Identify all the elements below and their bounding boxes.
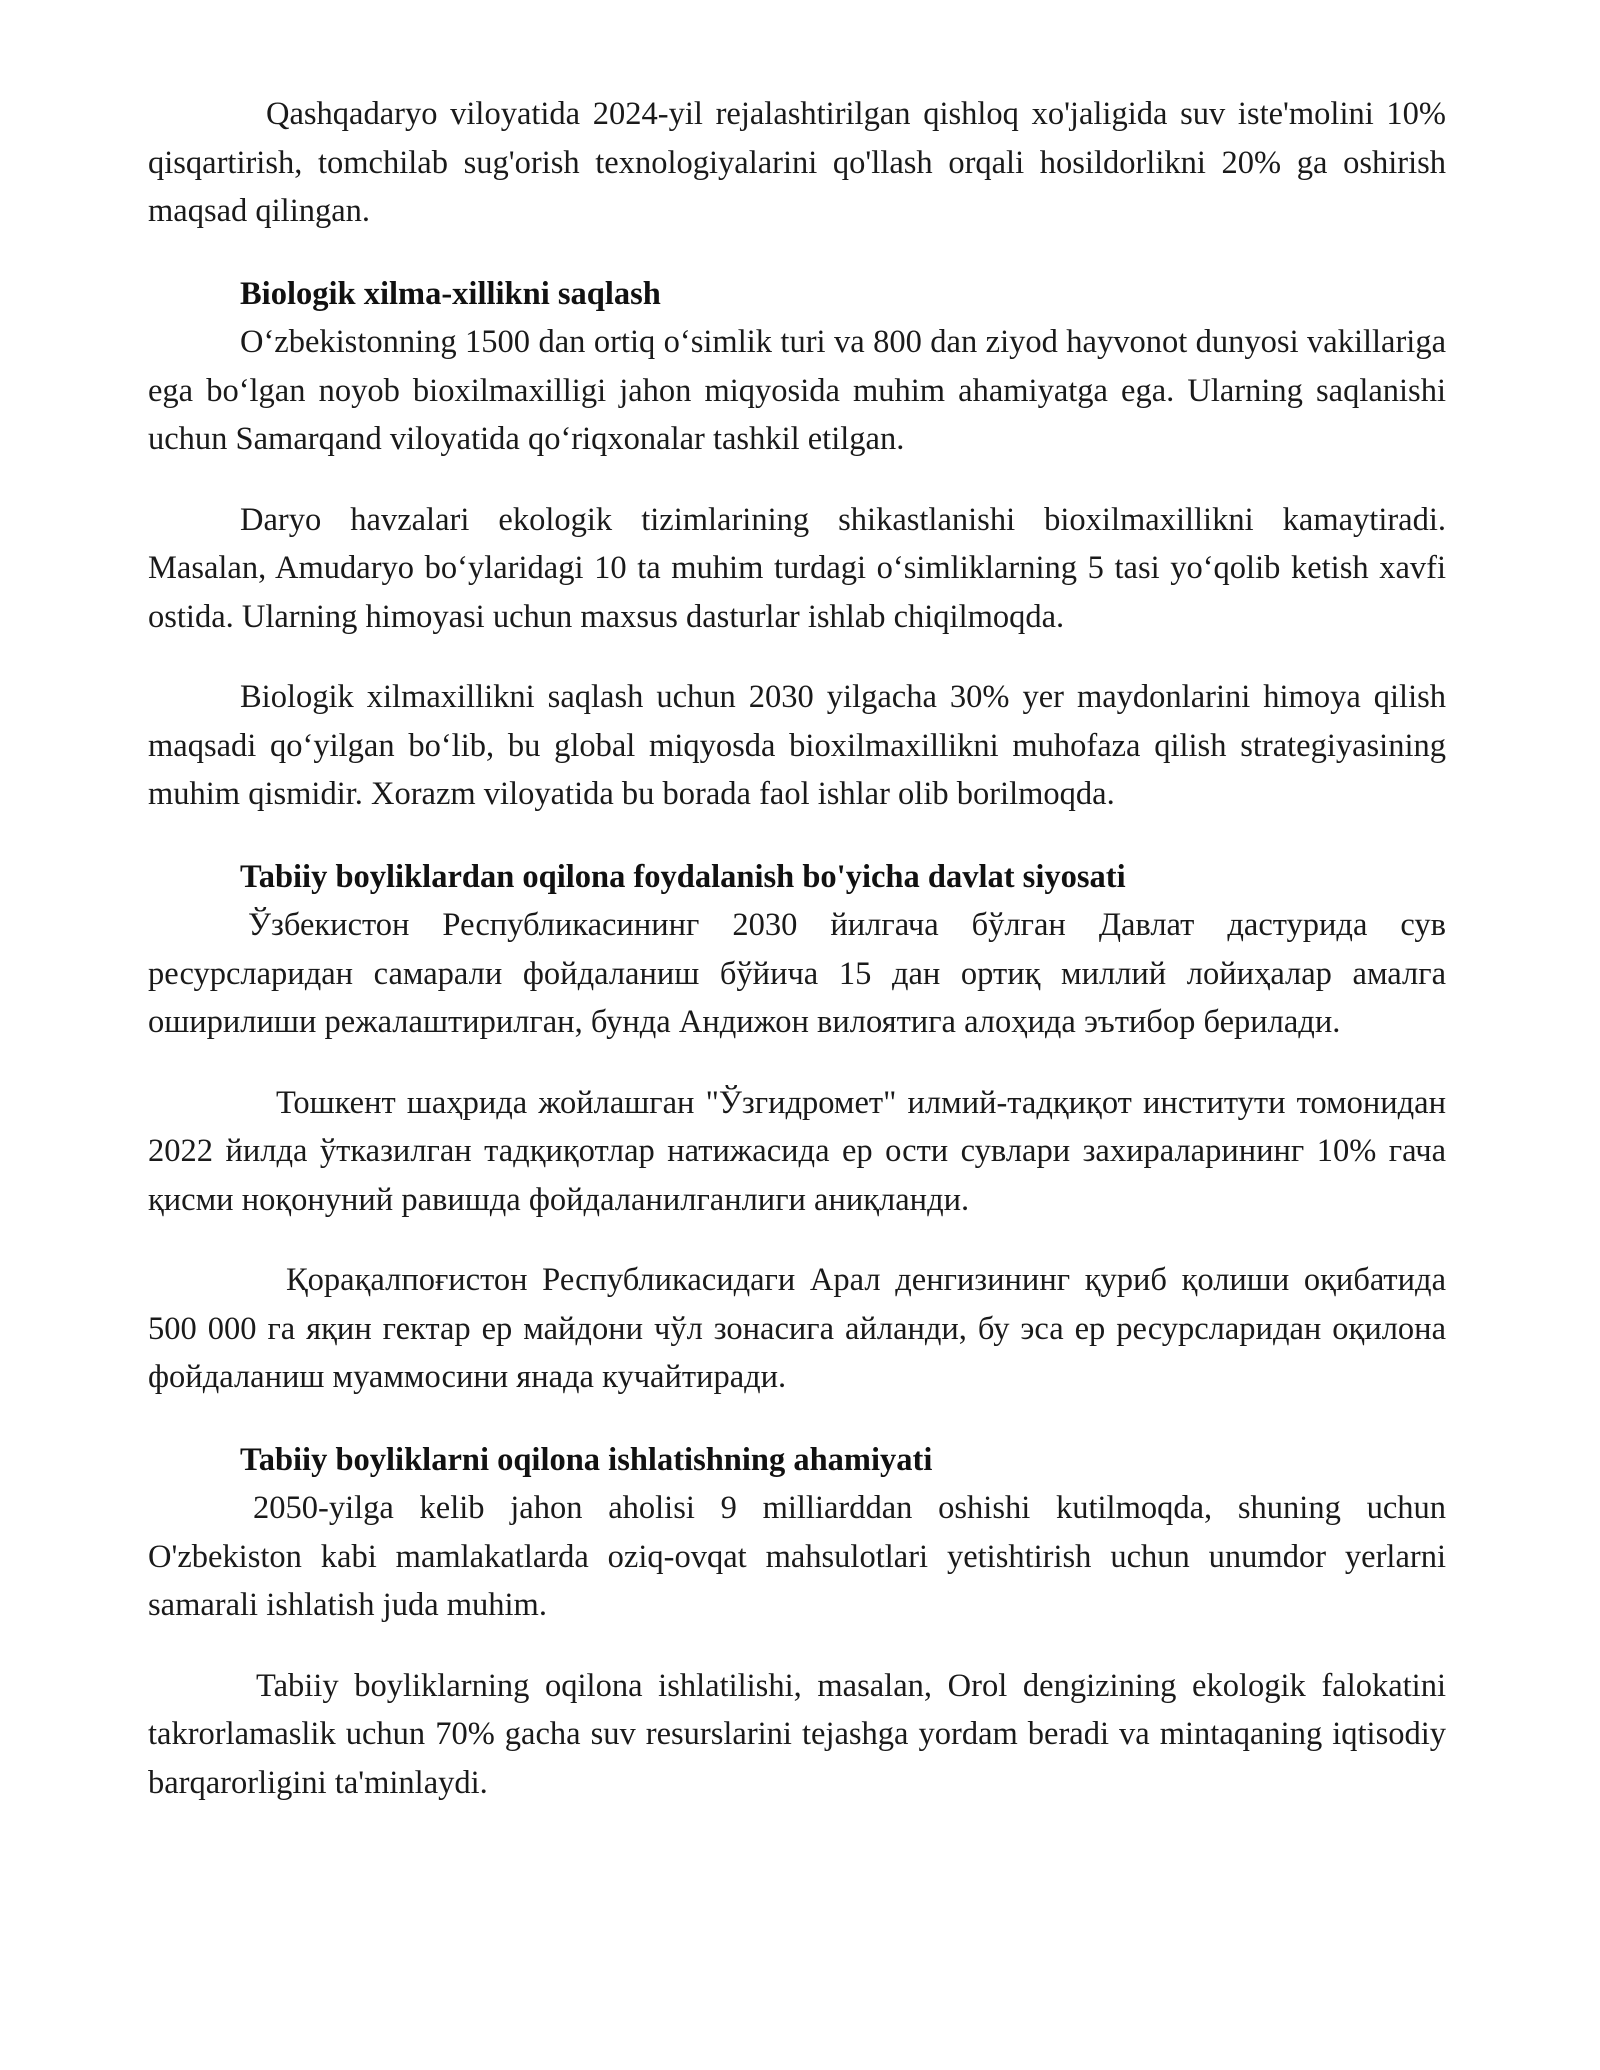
paragraph-water-consumption: Qashqadaryo viloyatida 2024-yil rejalashtirilgan qishloq xo'jaligida suv iste'molini 10% qisqartirish, tomchilab sug'orish texnologiyalarini qo'llash orqali hosildorlikni 20% ga oshirish maqsad qilingan. (148, 96, 1446, 229)
heading-biodiversity: Biologik xilma-xillikni saqlash (240, 275, 661, 312)
heading-rational-use: Tabiiy boyliklarni oqilona ishlatishning ahamiyati (240, 1441, 933, 1478)
paragraph-biodiversity-2030: Biologik xilmaxillikni saqlash uchun 2030 yilgacha 30% yer maydonlarini himoya qilish maqsadi qo‘yilgan bo‘lib, bu global miqyosda bioxilmaxillikni muhofaza qilish strategiyasining muhim qismidir. Xorazm viloyatida bu borada faol ishlar olib borilmoqda. (148, 679, 1446, 812)
paragraph-aral-lessons: Tabiiy boyliklarning oqilona ishlatilishi, masalan, Orol dengizining ekologik falokatini takrorlamaslik uchun 70% gacha suv resurslarini tejashga yordam beradi va mintaqaning iqtisodiy barqarorligini ta'minlaydi. (148, 1667, 1446, 1801)
paragraph-state-program: Ўзбекистон Республикасининг 2030 йилгача бўлган Давлат дастурида сув ресурсларидан самарали фойдаланиш бўйича 15 дан ортиқ миллий лойиҳалар амалга оширилиши режалаштирилган, бунда Андижон вилоятига алоҳида эътибор берилади. (148, 907, 1446, 1040)
document-page (148, 90, 1446, 1807)
paragraph-population-2050: 2050-yilga kelib jahon aholisi 9 milliarddan oshishi kutilmoqda, shuning uchun O'zbekiston kabi mamlakatlarda oziq-ovqat mahsulotlari yetishtirish uchun unumdor yerlarni samarali ishlatish juda muhim. (148, 1490, 1446, 1623)
heading-state-policy: Tabiiy boyliklardan oqilona foydalanish bo'yicha davlat siyosati (240, 858, 1126, 895)
paragraph-aral-sea: Қорақалпоғистон Республикасидаги Арал денгизининг қуриб қолиши оқибатида 500 000 га яқин гектар ер майдони чўл зонасига айланди, бу эса ер ресурсларидан оқилона фойдаланиш муаммосини янада кучайтиради. (148, 1262, 1446, 1395)
paragraph-biodiversity-species: O‘zbekistonning 1500 dan ortiq o‘simlik turi va 800 dan ziyod hayvonot dunyosi vakillariga ega bo‘lgan noyob bioxilmaxilligi jahon miqyosida muhim ahamiyatga ega. Ularning saqlanishi uchun Samarqand viloyatida qo‘riqxonalar tashkil etilgan. (148, 324, 1446, 457)
paragraph-river-basins: Daryo havzalari ekologik tizimlarining shikastlanishi bioxilmaxillikni kamaytiradi. Masalan, Amudaryo bo‘ylaridagi 10 ta muhim turdagi o‘simliklarning 5 tasi yo‘qolib ketish xavfi ostida. Ularning himoyasi uchun maxsus dasturlar ishlab chiqilmoqda. (148, 501, 1446, 635)
paragraph-uzhydromet: Тошкент шаҳрида жойлашган "Ўзгидромет" илмий-тадқиқот институти томонидан 2022 йилда ўтказилган тадқиқотлар натижасида ер ости сувлари захираларининг 10% гача қисми ноқонуний равишда фойдаланилганлиги аниқланди. (148, 1084, 1446, 1218)
